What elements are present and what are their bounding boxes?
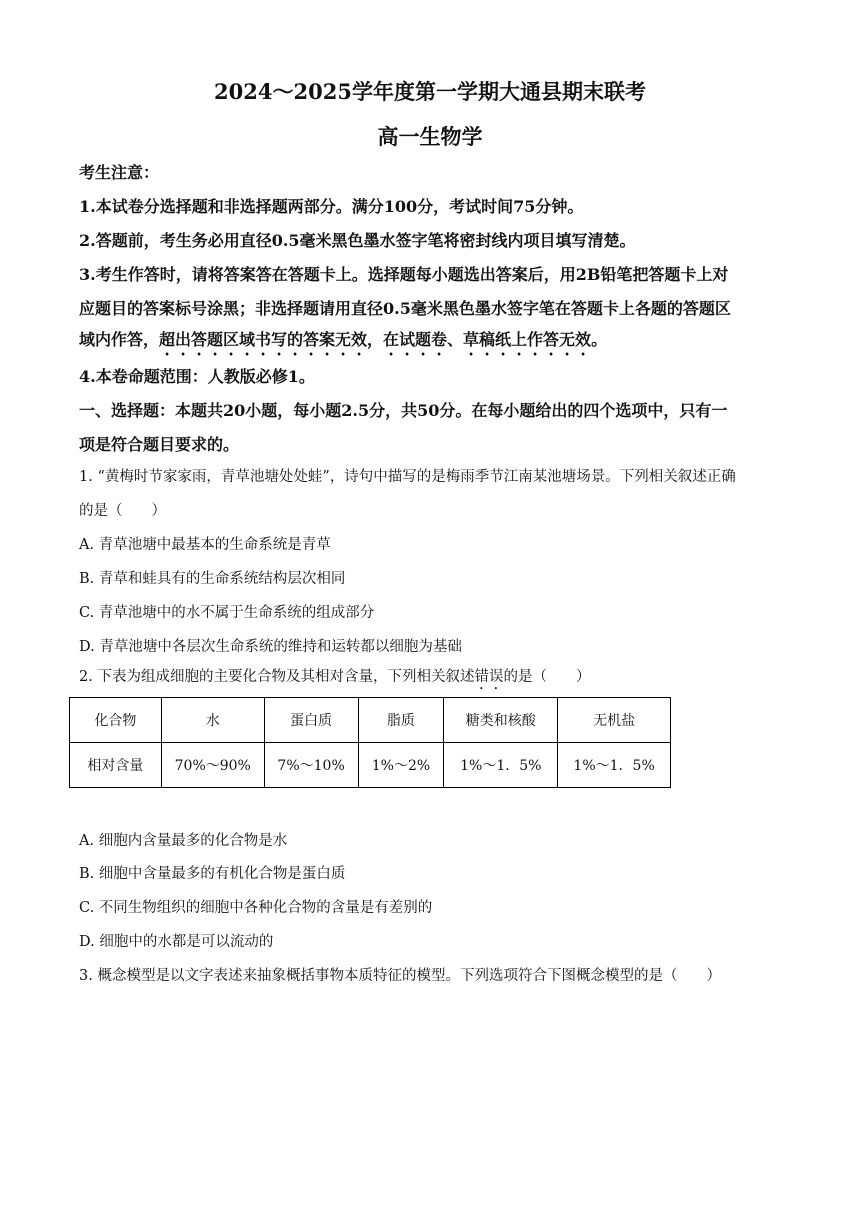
table-cell: 7%～10% bbox=[264, 743, 358, 788]
notice-text: ， bbox=[367, 330, 384, 349]
notice-item-2: 2.答题前，考生务必用直径0.5毫米黑色墨水签字笔将密封线内项目填写清楚。 bbox=[79, 231, 636, 250]
notice-item-4: 4.本卷命题范围：人教版必修1。 bbox=[79, 367, 315, 386]
table-cell: 相对含量 bbox=[70, 743, 162, 788]
table-cell: 70%～90% bbox=[161, 743, 264, 788]
q2-option-d: D. 细胞中的水都是可以流动的 bbox=[79, 934, 274, 950]
q2-stem-text: 2. 下表为组成细胞的主要化合物及其相对含量，下列相关叙述 bbox=[79, 669, 475, 685]
table-header-row bbox=[70, 698, 671, 743]
section-heading-line-1: 一、选择题：本题共20小题，每小题2.5分，共50分。在每小题给出的四个选项中，只有一 bbox=[79, 401, 728, 420]
exam-title: 2024～2025学年度第一学期大通县期末联考 bbox=[214, 79, 646, 104]
table-cell: 1%～2% bbox=[358, 743, 444, 788]
q2-emphasis-text: 错误 bbox=[474, 669, 504, 685]
q2-option-c: C. 不同生物组织的细胞中各种化合物的含量是有差别的 bbox=[79, 900, 433, 916]
q2-stem bbox=[79, 666, 590, 693]
q1-option-c: C. 青草池塘中的水不属于生命系统的组成部分 bbox=[79, 605, 375, 621]
table-cell: 蛋白质 bbox=[264, 698, 358, 743]
table-cell: 化合物 bbox=[70, 698, 162, 743]
q1-option-b: B. 青草和蛙具有的生命系统结构层次相同 bbox=[79, 571, 346, 587]
table-cell: 无机盐 bbox=[558, 698, 671, 743]
table-cell: 脂质 bbox=[358, 698, 444, 743]
table-cell: 1%～1．5% bbox=[444, 743, 558, 788]
notice-item-1: 1.本试卷分选择题和非选择题两部分。满分100分，考试时间75分钟。 bbox=[79, 197, 584, 216]
table-row bbox=[70, 743, 671, 788]
table-cell: 1%～1．5% bbox=[558, 743, 671, 788]
notice-heading: 考生注意： bbox=[79, 163, 160, 182]
q1-option-d: D. 青草池塘中各层次生命系统的维持和运转都以细胞为基础 bbox=[79, 639, 462, 655]
emphasis-text: 在试题卷、草稿纸上作答无效 bbox=[383, 330, 592, 349]
compound-table bbox=[69, 697, 671, 788]
notice-item-3-line-3 bbox=[79, 329, 607, 359]
q1-stem-line-1: 1. “黄梅时节家家雨，青草池塘处处蛙”，诗句中描写的是梅雨季节江南某池塘场景。下列相关叙述正确 bbox=[79, 469, 736, 485]
subject-title: 高一生物学 bbox=[377, 124, 483, 149]
q2-option-b: B. 细胞中含量最多的有机化合物是蛋白质 bbox=[79, 866, 346, 882]
q3-stem: 3. 概念模型是以文字表述来抽象概括事物本质特征的模型。下列选项符合下图概念模型的是（ ） bbox=[79, 968, 721, 984]
notice-text: 。 bbox=[591, 330, 608, 349]
notice-item-3-line-2: 应题目的答案标号涂黑；非选择题请用直径0.5毫米黑色墨水签字笔在答题卡上各题的答题区 bbox=[79, 299, 731, 318]
notice-item-3-line-1: 3.考生作答时，请将答案答在答题卡上。选择题每小题选出答案后，用2B铅笔把答题卡上对 bbox=[79, 265, 729, 284]
section-heading-line-2: 项是符合题目要求的。 bbox=[79, 435, 240, 454]
q1-stem-line-2: 的是（ ） bbox=[79, 503, 166, 519]
q2-option-a: A. 细胞内含量最多的化合物是水 bbox=[79, 833, 288, 849]
table-cell: 糖类和核酸 bbox=[444, 698, 558, 743]
emphasis-text: 超出答题区域书写的答案无效 bbox=[159, 330, 368, 349]
table-cell: 水 bbox=[161, 698, 264, 743]
q1-option-a: A. 青草池塘中最基本的生命系统是青草 bbox=[79, 537, 331, 553]
notice-text: 域内作答， bbox=[79, 330, 160, 349]
q2-stem-text: 的是（ ） bbox=[503, 669, 591, 685]
